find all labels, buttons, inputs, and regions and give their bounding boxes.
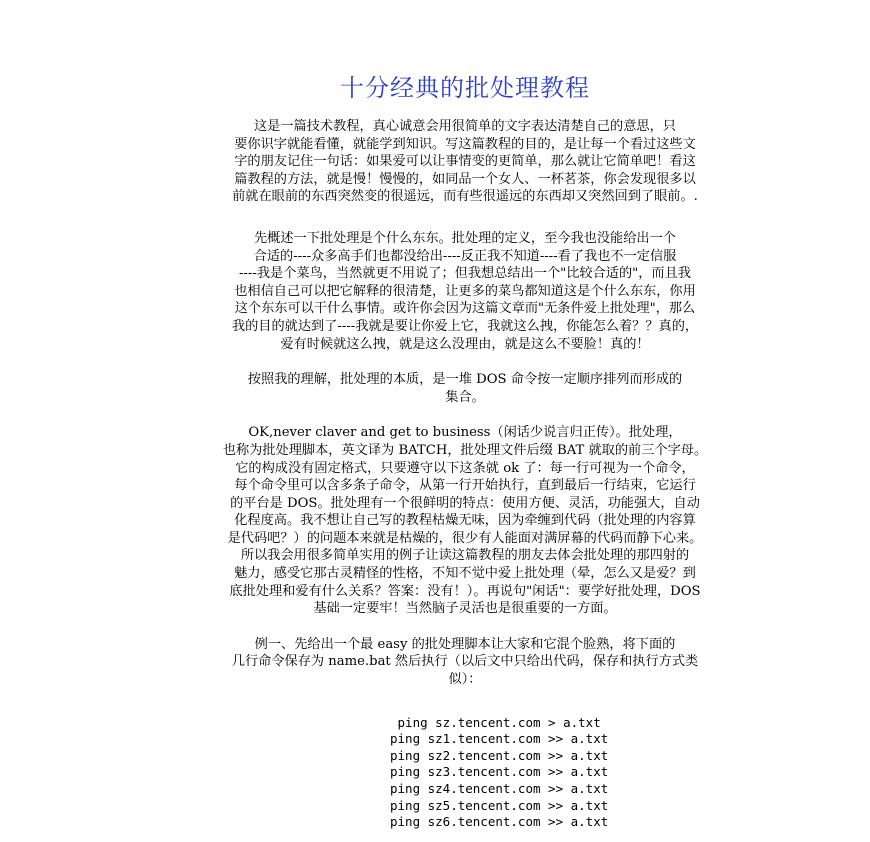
essence-line: 集合。 (445, 389, 485, 405)
details-line: 每个命令里可以含多条子命令，从第一行开始执行，直到最后一行结束，它运行 (234, 478, 696, 494)
example-line: 例一、先给出一个最 easy 的批处理脚本让大家和它混个脸熟，将下面的 (254, 636, 676, 652)
intro-line: 这是一篇技术教程，真心诚意会用很简单的文字表达清楚自己的意思，只 (254, 119, 676, 134)
overview-line: 爱有时候就这么拽，就是这么没理由，就是这么不要脸！真的！ (280, 336, 650, 352)
essence-paragraph (140, 371, 790, 406)
document-page (140, 72, 790, 831)
details-line: 基础一定要牢！当然脑子灵活也是很重要的一方面。 (313, 601, 617, 617)
code-line: ping sz1.tencent.com >> a.txt (390, 731, 609, 747)
details-line: 魅力，感受它那古灵精怪的性格，不知不觉中爱上批处理（晕，怎么又是爱？到 (234, 566, 696, 582)
details-line: 底批处理和爱有什么关系？答案：没有！）。再说句"闲话"：要学好批处理，DOS (229, 583, 701, 599)
details-line: 的平台是 DOS。批处理有一个很鲜明的特点：使用方便、灵活，功能强大，自动 (230, 495, 700, 511)
details-paragraph (140, 424, 790, 618)
details-line: 化程度高。我不想让自己写的教程枯燥无味，因为牵缠到代码（批处理的内容算 (234, 513, 696, 529)
code-line: ping sz3.tencent.com >> a.txt (390, 764, 609, 780)
intro-line: 篇教程的方法，就是慢！慢慢的，如同品一个女人、一杯茗茶，你会发现很多以 (234, 171, 696, 187)
overview-line: 也相信自己可以把它解释的很清楚，让更多的菜鸟都知道这是个什么东东，你用 (234, 283, 696, 299)
code-line: ping sz.tencent.com > a.txt (390, 714, 601, 730)
code-line: ping sz4.tencent.com >> a.txt (390, 781, 609, 796)
intro-paragraph (140, 118, 790, 206)
example-line: 似）： (448, 672, 482, 688)
intro-line: 前就在眼前的东西突然变的很遥远，而有些很遥远的东西却又突然回到了眼前。. (232, 189, 698, 205)
example-paragraph (140, 636, 790, 689)
overview-line: 合适的----众多高手们也都没给出----反正我不知道----看了我也不一定信服 (253, 248, 677, 264)
code-line: ping sz6.tencent.com >> a.txt (390, 814, 609, 830)
code-line: ping sz2.tencent.com >> a.txt (390, 747, 609, 763)
page-title: 十分经典的批处理教程 (340, 74, 590, 102)
details-line: 它的构成没有固定格式，只要遵守以下这条就 ok 了：每一行可视为一个命令， (235, 460, 695, 476)
overview-line: 这个东东可以干什么事情。或许你会因为这篇文章而"无条件爱上批处理"，那么 (234, 301, 696, 317)
details-line: 所以我会用很多简单实用的例子让读这篇教程的朋友去体会批处理的那四射的 (240, 548, 690, 564)
overview-line: 先概述一下批处理是个什么东东。批处理的定义，至今我也没能给出一个 (254, 230, 676, 246)
overview-line: 我的目的就达到了----我就是要让你爱上它，我就这么拽，你能怎么着？？真的， (231, 318, 699, 334)
essence-line: 按照我的理解，批处理的本质，是一堆 DOS 命令按一定顺序排列而形成的 (247, 372, 683, 388)
code-block (390, 715, 790, 831)
example-line: 几行命令保存为 name.bat 然后执行（以后文中只给出代码，保存和执行方式类 (231, 654, 699, 670)
details-line: 也称为批处理脚本，英文译为 BATCH，批处理文件后缀 BAT 就取的前三个字母。 (222, 442, 708, 458)
overview-line: ----我是个菜鸟，当然就更不用说了；但我想总结出一个"比较合适的"，而且我 (239, 266, 691, 282)
overview-paragraph (140, 230, 790, 353)
intro-line: 字的朋友记住一句话：如果爱可以让事情变的更简单，那么就让它简单吧！看这 (234, 154, 696, 170)
code-line: ping sz5.tencent.com >> a.txt (390, 797, 609, 813)
intro-line: 要你识字就能看懂，就能学到知识。写这篇教程的目的，是让每一个看过这些文 (234, 136, 696, 152)
details-line: 是代码吧？）的问题本来就是枯燥的，很少有人能面对满屏幕的代码而静下心来。 (227, 530, 703, 546)
details-line: OK,never claver and get to business（闲话少说言归正传）。批处理， (248, 425, 682, 441)
